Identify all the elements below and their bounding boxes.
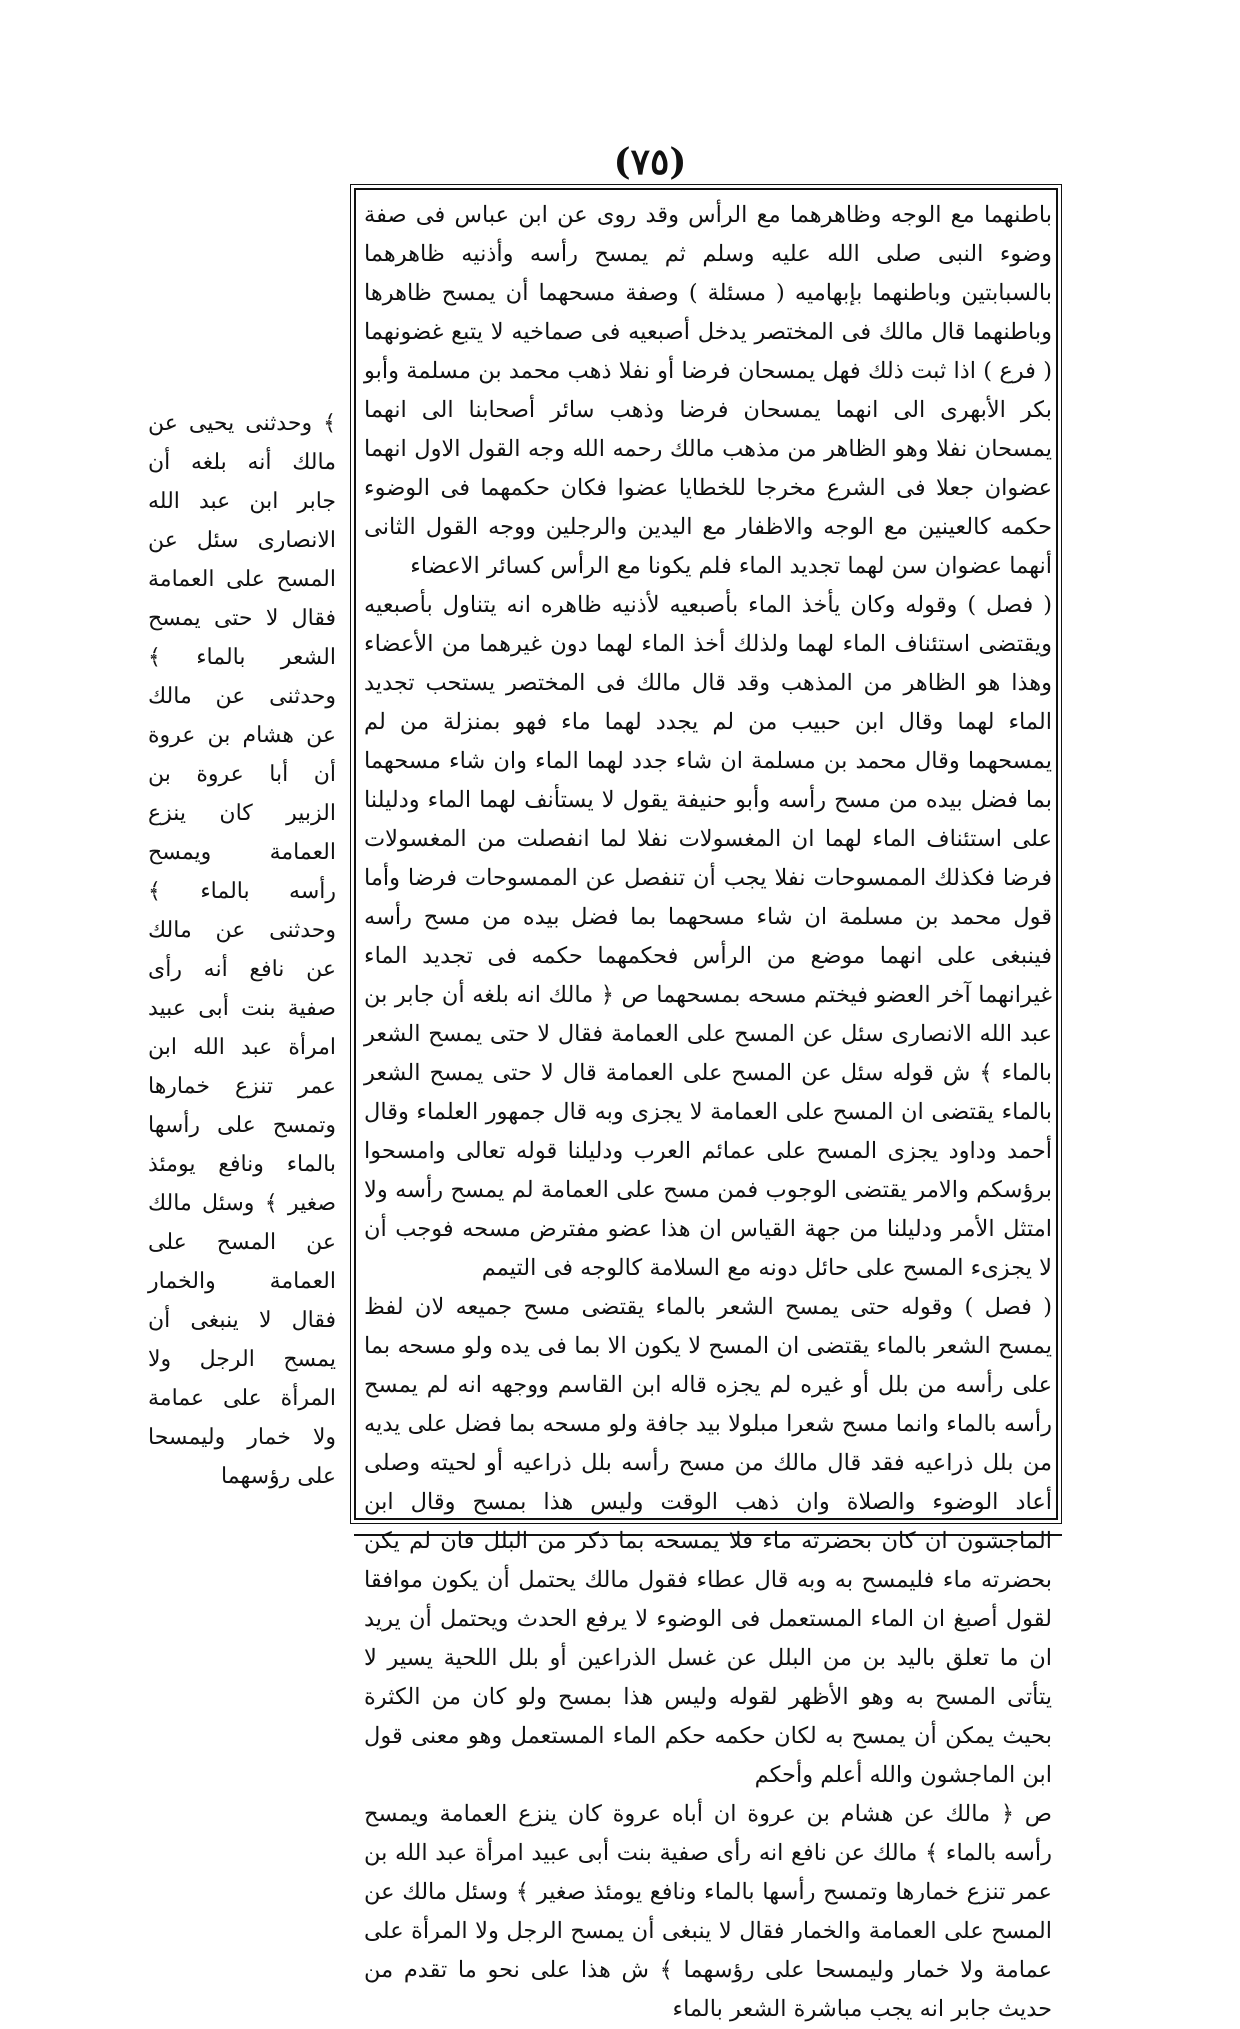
commentary-text — [364, 196, 1052, 2029]
page-number: (٧٥) — [613, 141, 687, 183]
commentary-paragraph: باطنهما مع الوجه وظاهرهما مع الرأس وقد روى عن ابن عباس فى صفة وضوء النبى صلى الله عليه وسلم ثم يمسح رأسه وأذنيه ظاهرهما بالسبابتين وباطنهما بإبهاميه ( مسئلة ) وصفة مسحهما أن يمسح ظاهرها وباطنهما قال مالك فى المختصر يدخل أصبعيه فى صماخيه لا يتبع غضونهما ( فرع ) اذا ثبت ذلك فهل يمسحان فرضا أو نفلا ذهب محمد بن مسلمة وأبو بكر الأبهرى الى انهما يمسحان فرضا وذهب سائر أصحابنا الى انهما يمسحان نفلا وهو الظاهر من مذهب مالك رحمه الله وجه القول الاول انهما عضوان جعلا فى الشرع مخرجا للخطايا عضوا فكان حكمهما فى الوضوء حكمه كالعينين مع الوجه والاظفار مع اليدين والرجلين ووجه القول الثانى أنهما عضوان سن لهما تجديد الماء فلم يكونا مع الرأس كسائر الاعضاء — [364, 202, 1052, 579]
bottom-rule — [354, 1534, 1062, 1536]
commentary-paragraph: ( فصل ) وقوله حتى يمسح الشعر بالماء يقتضى مسح جميعه لان لفظ يمسح الشعر بالماء يقتضى ان المسح لا يكون الا بما فى يده ولو مسحه بما على رأسه من بلل أو غيره لم يجزه قاله ابن القاسم ووجهه انه لم يمسح رأسه بالماء وانما مسح شعرا مبلولا بيد جافة ولو مسحه بما فضل على يديه من بلل ذراعيه فقد قال مالك من مسح رأسه بلل ذراعيه أو لحيته وصلى أعاد الوضوء والصلاة وان ذهب الوقت وليس هذا بمسح وقال ابن الماجشون ان كان بحضرته ماء فلا يمسحه بما ذكر من البلل فان لم يكن بحضرته ماء فليمسح به وبه قال عطاء فقول مالك يحتمل أن يكون موافقا لقول أصبغ ان الماء المستعمل فى الوضوء لا يرفع الحدث ويحتمل أن يريد ان ما تعلق باليد بن من البلل عن غسل الذراعين أو بلل اللحية يسير لا يتأتى المسح به وهو الأظهر لقوله وليس هذا بمسح ولو كان من الكثرة بحيث يمكن أن يمسح به لكان حكمه حكم الماء المستعمل وهو معنى قول ابن الماجشون والله أعلم وأحكم — [364, 1294, 1052, 1788]
margin-hadith-text — [148, 404, 336, 1496]
commentary-paragraph: ( فصل ) وقوله وكان يأخذ الماء بأصبعيه لأذنيه ظاهره انه يتناول بأصبعيه ويقتضى استئناف الماء لهما ولذلك أخذ الماء لهما دون غيرهما من الأعضاء وهذا هو الظاهر من المذهب وقد قال مالك فى المختصر يستحب تجديد الماء لهما وقال ابن حبيب من لم يجدد لهما ماء فهو بمنزلة من لم يمسحهما وقال محمد بن مسلمة ان شاء جدد لهما الماء وان شاء مسحهما بما فضل بيده من مسح رأسه وأبو حنيفة يقول لا يستأنف لهما الماء ودليلنا على استئناف الماء لهما ان المغسولات نفلا لما انفصلت من المغسولات فرضا فكذلك الممسوحات نفلا يجب أن تنفصل عن الممسوحات فرضا وأما قول محمد بن مسلمة ان شاء مسحهما بما فضل بيده من مسح رأسه فينبغى على انهما موضع من الرأس فحكمهما حكمه فى تجديد الماء غيرانهما آخر العضو فيختم مسحه بمسحهما ص ﴿ مالك انه بلغه أن جابر بن عبد الله الانصارى سئل عن المسح على العمامة فقال لا حتى يمسح الشعر بالماء ﴾ ش قوله سئل عن المسح على العمامة قال لا حتى يمسح الشعر بالماء يقتضى ان المسح على العمامة لا يجزى وبه قال جمهور العلماء وقال أحمد وداود يجزى المسح على عمائم العرب ودليلنا قوله تعالى وامسحوا برؤسكم والامر يقتضى الوجوب فمن مسح على العمامة لم يمسح رأسه ولا امتثل الأمر ودليلنا من جهة القياس ان هذا عضو مفترض مسحه فوجب أن لا يجزىء المسح على حائل دونه مع السلامة كالوجه فى التيمم — [364, 592, 1052, 1281]
commentary-paragraph: ص ﴿ مالك عن هشام بن عروة ان أباه عروة كان ينزع العمامة ويمسح رأسه بالماء ﴾ مالك عن نافع انه رأى صفية بنت أبى عبيد امرأة عبد الله بن عمر تنزع خمارها وتمسح رأسها بالماء ونافع يومئذ صغير ﴾ وسئل مالك عن المسح على العمامة والخمار فقال لا ينبغى أن يمسح الرجل ولا المرأة على عمامة ولا خمار وليمسحا على رؤسهما ﴾ ش هذا على نحو ما تقدم من حديث جابر انه يجب مباشرة الشعر بالماء — [364, 1801, 1052, 2022]
margin-paragraph: ﴾ وحدثنى يحيى عن مالك أنه بلغه أن جابر ابن عبد الله الانصارى سئل عن المسح على العمامة فقال لا حتى يمسح الشعر بالماء ﴾ وحدثنى عن مالك عن هشام بن عروة أن أبا عروة بن الزبير كان ينزع العمامة ويمسح رأسه بالماء ﴾ وحدثنى عن مالك عن نافع أنه رأى صفية بنت أبى عبيد امرأة عبد الله ابن عمر تنزع خمارها وتمسح على رأسها بالماء ونافع يومئذ صغير ﴾ وسئل مالك عن المسح على العمامة والخمار فقال لا ينبغى أن يمسح الرجل ولا المرأة على عمامة ولا خمار وليمسحا على رؤسهما — [148, 411, 336, 1489]
